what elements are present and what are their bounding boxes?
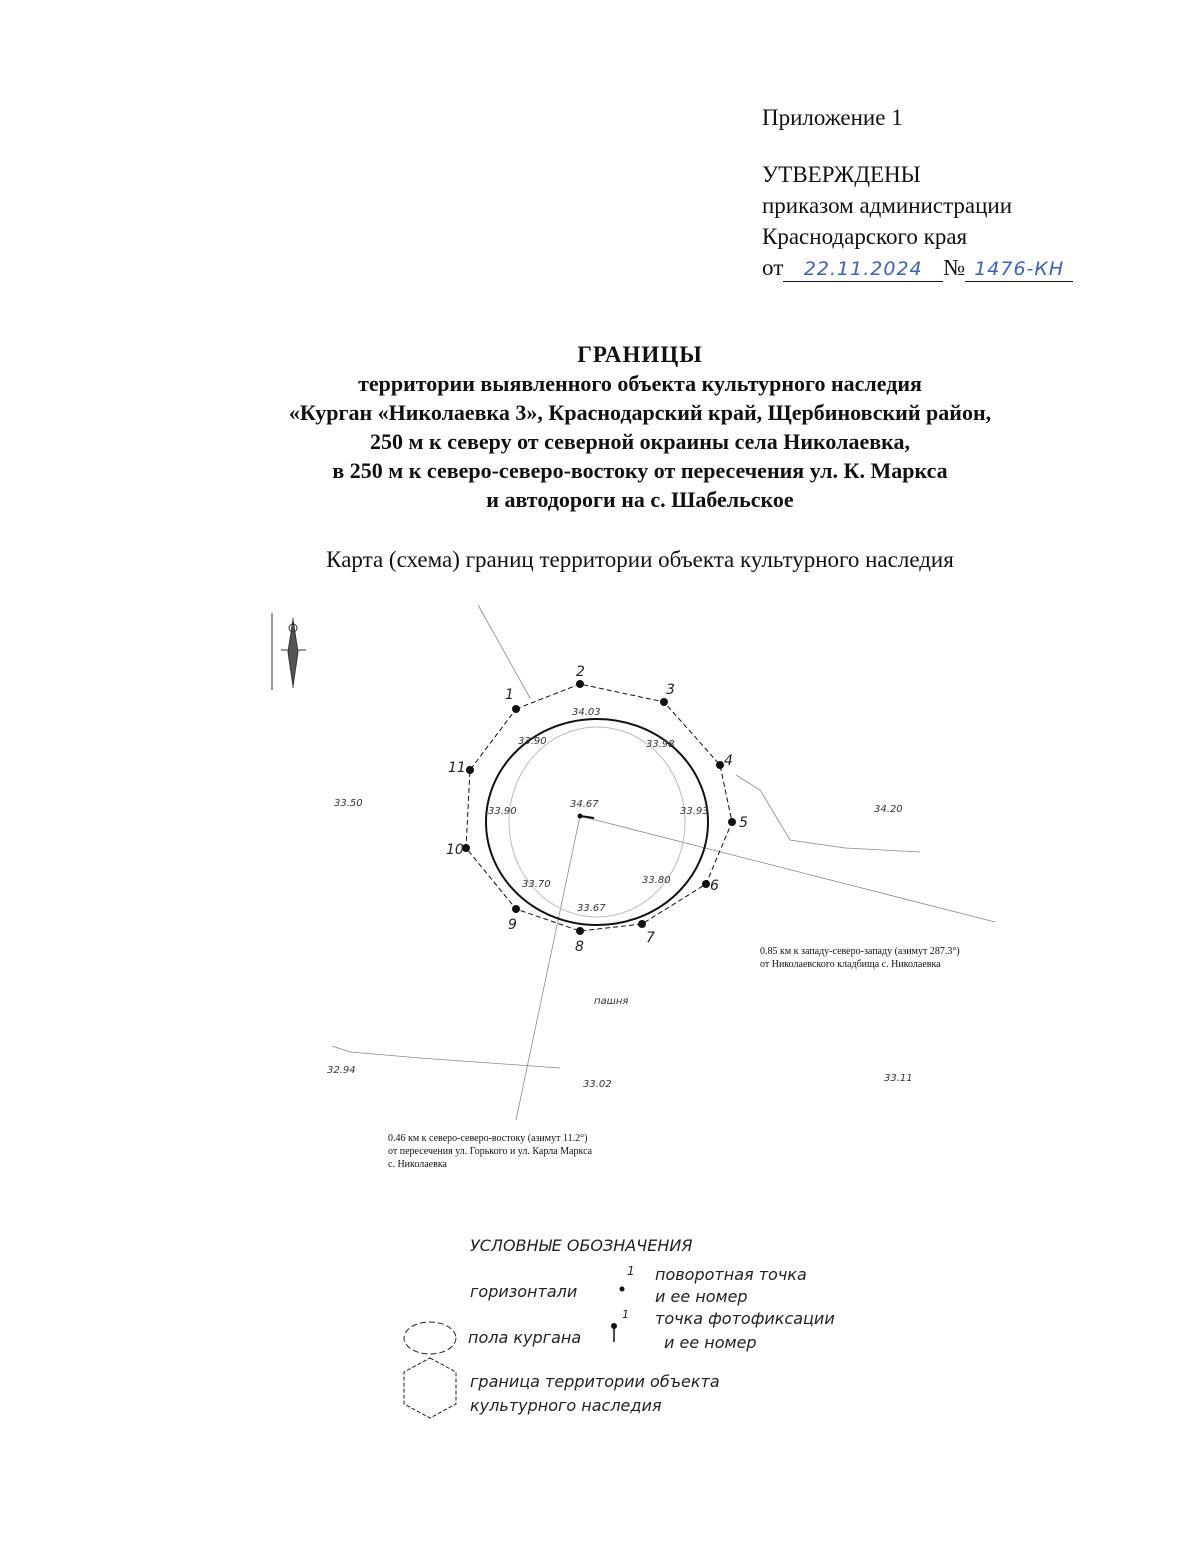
appendix-label: Приложение 1	[762, 105, 903, 130]
title-line: территории выявленного объекта культурного наследия	[358, 371, 922, 396]
note-east-line: 0.85 км к западу-северо-западу (азимут 287.3°)	[760, 946, 960, 957]
map-subtitle: Карта (схема) границ территории объекта культурного наследия	[326, 547, 954, 572]
turning-point	[576, 927, 584, 935]
field-label: пашня	[594, 996, 629, 1007]
point-number: 9	[508, 917, 517, 933]
turning-point	[638, 920, 646, 928]
point-number: 10	[446, 842, 464, 858]
photo-direction	[580, 816, 594, 818]
legend-turning-point-label: и ее номер	[655, 1287, 748, 1306]
elevation-label: 33.90	[518, 736, 547, 747]
legend-boundary-icon	[404, 1358, 456, 1418]
point-number: 6	[710, 878, 719, 894]
elevation-label: 33.67	[577, 903, 606, 914]
turning-point	[728, 818, 736, 826]
point-number: 2	[576, 664, 585, 680]
elevation-label: 33.11	[884, 1073, 913, 1084]
legend	[404, 1236, 835, 1418]
point-number: 7	[646, 930, 655, 946]
title-line: «Курган «Николаевка 3», Краснодарский край, Щербиновский район,	[288, 400, 992, 425]
map-background-lines	[332, 605, 995, 1120]
note-south-line: от пересечения ул. Горького и ул. Карла Маркса	[388, 1146, 593, 1157]
turning-point	[702, 880, 710, 888]
legend-photo-point-label: точка фотофиксации	[655, 1309, 835, 1328]
legend-heading: УСЛОВНЫЕ ОБОЗНАЧЕНИЯ	[470, 1236, 693, 1255]
legend-boundary-label: культурного наследия	[470, 1396, 662, 1415]
elevation-label: 34.67	[570, 799, 599, 810]
number-value: 1476-КН	[974, 258, 1065, 280]
turning-point	[660, 698, 668, 706]
title-line: в 250 м к северо-северо-востоку от пересечения ул. К. Маркса	[332, 458, 948, 483]
elevation-label: 33.50	[334, 798, 363, 809]
legend-photo-point-number: 1	[622, 1308, 629, 1321]
approved-by-line1: приказом администрации	[762, 193, 1013, 218]
number-label: №	[943, 255, 966, 280]
elevation-label: 33.80	[642, 875, 671, 886]
elevation-label: 33.98	[646, 739, 675, 750]
elevation-label: 33.93	[680, 806, 709, 817]
legend-turning-point-icon	[620, 1287, 625, 1292]
turning-point	[512, 705, 520, 713]
legend-boundary-label: граница территории объекта	[470, 1372, 720, 1391]
elevation-label: 34.20	[874, 804, 903, 815]
approved-by-line2: Краснодарского края	[762, 224, 968, 249]
title-main: ГРАНИЦЫ	[577, 342, 703, 367]
elevation-label: 33.70	[522, 879, 551, 890]
legend-photo-point-label: и ее номер	[664, 1333, 757, 1352]
note-south-line: с. Николаевка	[388, 1159, 447, 1170]
elevation-label: 34.03	[572, 707, 601, 718]
turning-point	[512, 905, 520, 913]
mound-floor-outline	[486, 719, 708, 925]
point-number: 8	[575, 939, 584, 955]
elevation-label: 32.94	[327, 1065, 356, 1076]
point-number: 1	[505, 687, 514, 703]
title-line: 250 м к северу от северной окраины села Николаевка,	[370, 429, 910, 454]
note-south-line: 0.46 км к северо-северо-востоку (азимут 11.2°)	[388, 1133, 588, 1144]
legend-mound-floor-label: пола кургана	[468, 1328, 582, 1347]
point-number: 3	[666, 682, 675, 698]
legend-turning-point-label: поворотная точка	[655, 1265, 807, 1284]
legend-contours-label: горизонтали	[470, 1282, 578, 1301]
turning-point	[576, 680, 584, 688]
from-label: от	[762, 255, 784, 280]
point-number: 5	[739, 815, 748, 831]
point-number: 4	[724, 753, 733, 769]
north-arrow-icon	[272, 613, 306, 690]
elevation-label: 33.02	[583, 1079, 612, 1090]
turning-point	[466, 766, 474, 774]
legend-turning-point-number: 1	[627, 1264, 635, 1278]
elevation-label: 33.90	[488, 806, 517, 817]
note-east-line: от Николаевского кладбища с. Николаевка	[760, 959, 941, 970]
turning-point	[716, 761, 724, 769]
point-number: 11	[448, 760, 466, 776]
approved-label: УТВЕРЖДЕНЫ	[762, 162, 921, 187]
legend-mound-floor-icon	[404, 1322, 456, 1354]
title-line: и автодороги на с. Шабельское	[486, 487, 794, 512]
date-value: 22.11.2024	[803, 258, 923, 280]
